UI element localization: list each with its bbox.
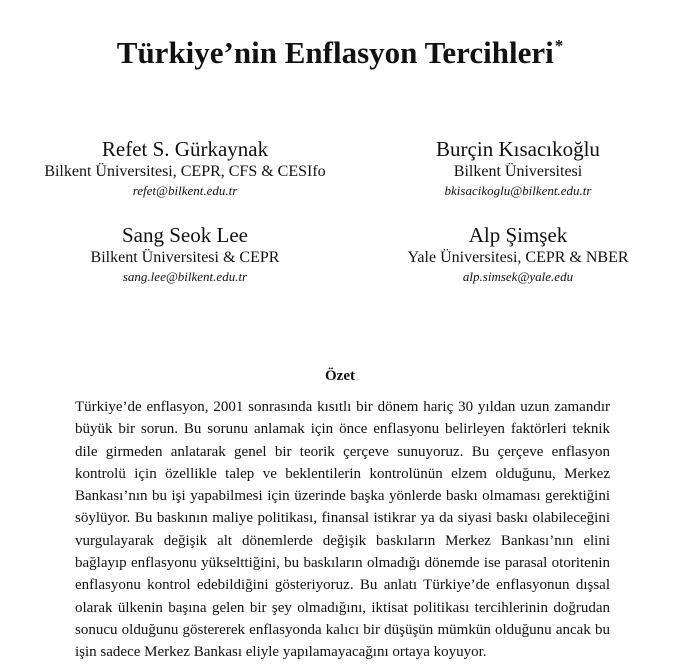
author-name: Sang Seok Lee	[122, 223, 248, 247]
author-block	[15, 222, 355, 286]
author-affiliation: Bilkent Üniversitesi & CEPR	[90, 249, 280, 266]
title-text: Türkiye’nin Enflasyon Tercihleri	[116, 35, 554, 70]
abstract-text: Türkiye’de enflasyon, 2001 sonrasında kısıtlı bir dönem hariç 30 yıldan uzun zamandır büyük bir sorun. Bu sorunu anlamak için önce enflasyonu belirleyen faktörleri teknik dile girmeden anlatarak genel bir teorik çerçeve sunuyoruz. Bu çerçeve enflasyon kontrolü için özellikle talep ve beklentilerin kontrolünün elzem olduğunu, Merkez Bankası’nın bu işi yapabilmesi için üzerinde başka yönlerde baskı olmaması gerektiğini söylüyor. Bu baskının maliye politikası, finansal istikrar ya da siyasi baskı olabileceğini vurgulayarak değişik alt dönemlerde değişik baskıların Merkez Bankası’nın elini bağlayıp enflasyonu yükselttiğini, bu baskıların olmadığı dönemde ise parasal otoritenin enflasyonu kontrol edebildiğini gösteriyoruz. Bu anlatı Türkiye’de enflasyonun dışsal olarak ülkenin başına gelen bir şey olmadığını, iktisat politikası tercihlerinin doğrudan sonucu olduğunu göstererek enflasyonda kalıcı bir düşüşün mümkün olduğunu ancak bu işin sadece Merkez Bankası eliyle yapılamayacağını ortaya koyuyor.	[75, 399, 610, 661]
author-name: Alp Şimşek	[468, 223, 568, 247]
author-email[interactable]: sang.lee@bilkent.edu.tr	[122, 269, 248, 284]
author-affiliation: Bilkent Üniversitesi, CEPR, CFS & CESIfo	[44, 163, 326, 180]
author-affiliation: Bilkent Üniversitesi	[453, 163, 583, 180]
author-email[interactable]: alp.simsek@yale.edu	[462, 269, 574, 284]
author-name: Burçin Kısacıkoğlu	[436, 137, 600, 161]
author-block	[15, 136, 355, 200]
author-affiliation: Yale Üniversitesi, CEPR & NBER	[407, 249, 629, 266]
paper-title	[0, 26, 680, 73]
author-name: Refet S. Gürkaynak	[101, 137, 269, 161]
author-block	[348, 222, 680, 286]
author-email[interactable]: refet@bilkent.edu.tr	[132, 183, 238, 198]
author-email[interactable]: bkisacikoglu@bilkent.edu.tr	[444, 183, 592, 198]
author-block	[348, 136, 680, 200]
abstract-heading: Özet	[325, 368, 355, 384]
title-footnote-mark[interactable]: *	[554, 36, 564, 55]
